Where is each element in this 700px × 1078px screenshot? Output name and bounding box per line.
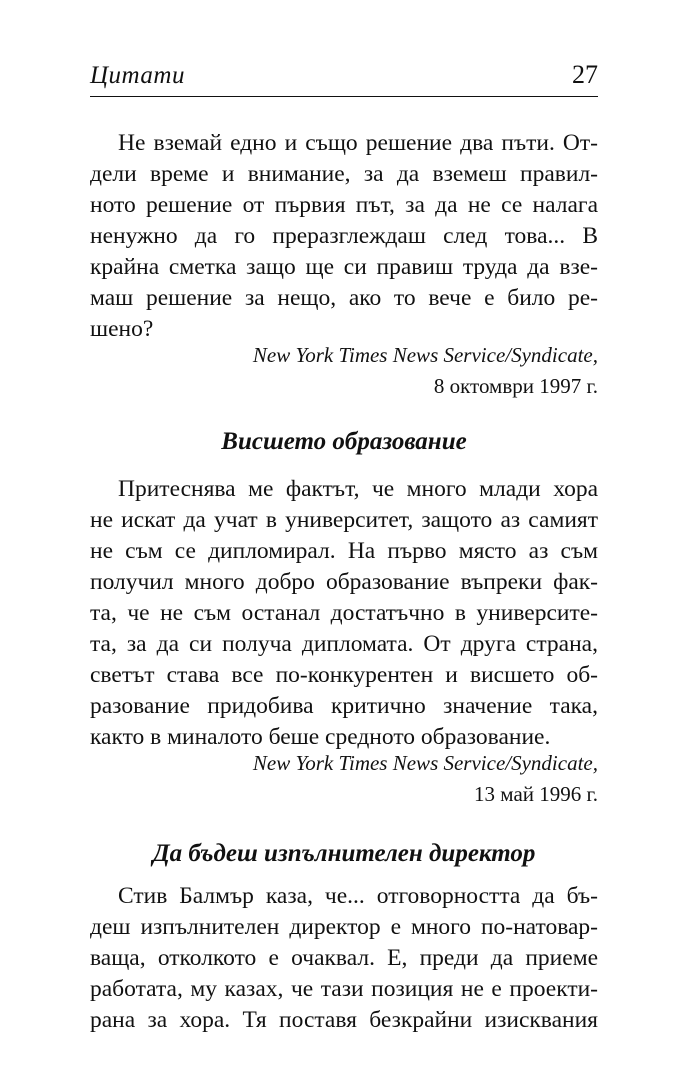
source-date: 8 октомври 1997 г. — [433, 374, 598, 398]
running-header — [90, 52, 598, 97]
paragraph-line: ваща, отколкото е очаквал. Е, преди да приеме — [90, 945, 598, 971]
paragraph-line: ното решение от първия път, за да не се налага — [90, 192, 598, 218]
running-header-title: Цитати — [90, 62, 185, 89]
paragraph-line: Притеснява ме фактът, че много млади хора — [118, 476, 598, 502]
paragraph-line: получил много добро образование въпреки фак- — [90, 569, 598, 595]
source-date: 13 май 1996 г. — [474, 782, 598, 806]
paragraph-line: деш изпълнителен директор е много по-натовар- — [90, 914, 598, 940]
paragraph-line: Не вземай едно и също решение два пъти. От- — [118, 130, 598, 156]
paragraph-line: светът става все по-конкурентен и висшето об- — [90, 662, 598, 688]
source-publication: New York Times News Service/Syndicate, — [252, 343, 598, 367]
paragraph-line: та, за да си получа дипломата. От друга страна, — [90, 631, 598, 657]
paragraph-line: шено? — [90, 316, 154, 342]
paragraph-line: рана за хора. Тя поставя безкрайни изисквания — [90, 1007, 598, 1033]
paragraph-line: крайна сметка защо ще си правиш труда да взе- — [90, 254, 598, 280]
paragraph-line: както в миналото беше средното образование. — [90, 724, 551, 750]
paragraph-line: разование придобива критично значение така, — [90, 693, 598, 719]
paragraph-line: ненужно да го преразглеждаш след това... В — [90, 223, 598, 249]
paragraph-line: работата, му казах, че тази позиция не е проекти- — [90, 976, 598, 1002]
section-heading: Да бъдеш изпълнителен директор — [152, 840, 536, 867]
quote-source-1 — [90, 340, 598, 402]
page-number: 27 — [572, 60, 598, 89]
quote-paragraph-1 — [90, 128, 598, 345]
paragraph-line: дели време и внимание, за да вземеш правил- — [90, 161, 598, 187]
quote-paragraph-2 — [90, 474, 598, 753]
paragraph-line: не искат да учат в университет, защото аз самият — [90, 507, 598, 533]
paragraph-line: та, че не съм останал достатъчно в университе- — [90, 600, 598, 626]
paragraph-line: маш решение за нещо, ако то вече е било ре- — [90, 285, 598, 311]
quote-paragraph-3 — [90, 881, 598, 1036]
section-heading: Висшето образование — [221, 428, 467, 455]
paragraph-line: Стив Балмър каза, че... отговорността да бъ- — [118, 883, 598, 909]
source-publication: New York Times News Service/Syndicate, — [252, 751, 598, 775]
quote-source-2 — [90, 748, 598, 810]
paragraph-line: не съм се дипломирал. На първо място аз съм — [90, 538, 598, 564]
